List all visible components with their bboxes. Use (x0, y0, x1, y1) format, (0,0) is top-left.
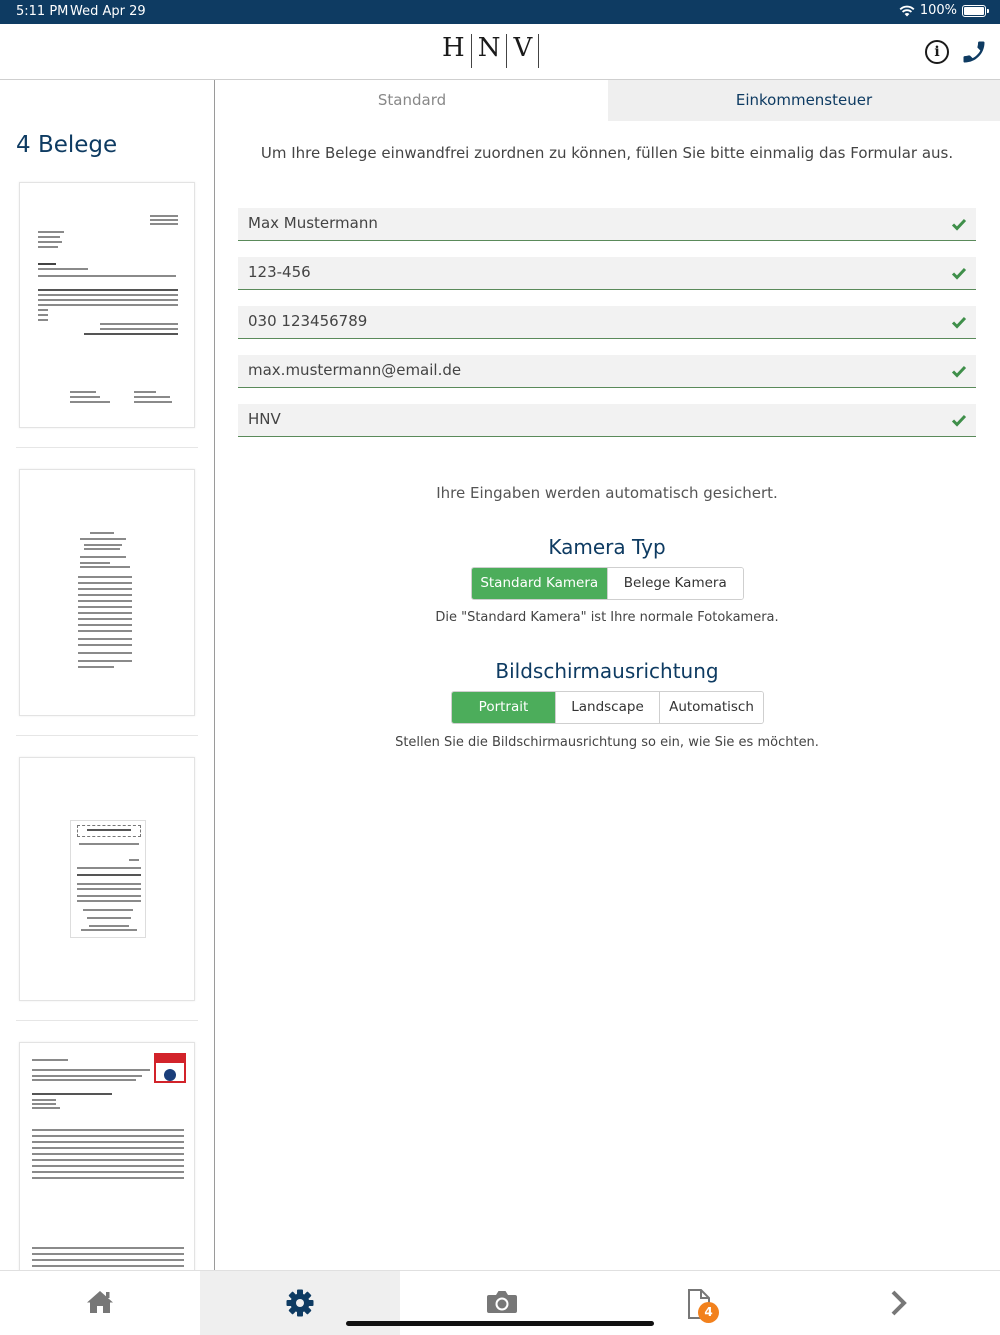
doc-text-line (38, 263, 56, 265)
logo-letter: N (477, 33, 501, 63)
doc-text-line (38, 231, 64, 233)
doc-text-line (150, 219, 178, 221)
doc-text-line (32, 1129, 184, 1131)
doc-text-line (38, 246, 58, 248)
status-bar (0, 0, 1000, 24)
doc-text-line (32, 1247, 184, 1249)
doc-text-line (78, 582, 132, 584)
doc-text-line (32, 1059, 68, 1061)
camera-icon (486, 1289, 518, 1315)
doc-text-line (32, 1253, 184, 1255)
doc-text-line (32, 1075, 142, 1077)
doc-text-line (32, 1159, 184, 1161)
orientation-option-portrait[interactable]: Portrait (452, 692, 556, 723)
beleg-divider (16, 735, 198, 736)
doc-text-line (78, 588, 132, 590)
camera-type-selector (471, 567, 744, 600)
doc-text-line (150, 215, 178, 217)
checkmark-icon (951, 216, 967, 232)
camera-option-standard[interactable]: Standard Kamera (472, 568, 608, 599)
document-count-badge: 4 (698, 1302, 719, 1323)
tab-standard[interactable]: Standard (216, 80, 608, 121)
doc-text-line (32, 1265, 184, 1267)
doc-text-line (78, 612, 132, 614)
checkmark-icon (951, 363, 967, 379)
doc-text-line (89, 925, 129, 927)
doc-text-line (134, 401, 172, 403)
doc-text-line (32, 1069, 150, 1071)
status-time: 5:11 PM (16, 4, 69, 19)
doc-text-line (80, 556, 126, 558)
checkmark-icon (951, 265, 967, 281)
bosch-logo-mark (164, 1069, 176, 1081)
doc-text-line (32, 1079, 136, 1081)
doc-text-line (77, 883, 141, 885)
doc-text-line (32, 1093, 112, 1095)
orientation-hint: Stellen Sie die Bildschirmausrichtung so ein, wie Sie es möchten. (395, 735, 819, 750)
doc-text-line (38, 314, 48, 316)
doc-text-line (77, 874, 141, 876)
doc-text-line (70, 391, 96, 393)
doc-text-line (38, 294, 178, 296)
name-field-value: Max Mustermann (248, 214, 378, 232)
logo-divider (538, 34, 539, 68)
belege-sidebar (0, 80, 215, 1270)
doc-text-line (38, 236, 60, 238)
doc-text-line (80, 562, 110, 564)
doc-text-line (78, 624, 132, 626)
doc-text-line (38, 299, 178, 301)
company-field-value: HNV (248, 410, 281, 428)
camera-option-belege[interactable]: Belege Kamera (608, 568, 744, 599)
receipt-paper (70, 820, 146, 938)
doc-text-line (78, 652, 132, 654)
doc-text-line (134, 391, 156, 393)
doc-text-line (38, 319, 48, 321)
doc-text-line (78, 630, 132, 632)
camera-type-title: Kamera Typ (548, 535, 666, 559)
doc-text-line (78, 660, 132, 662)
doc-text-line (78, 600, 132, 602)
doc-text-line (87, 917, 131, 919)
email-field-value: max.mustermann@email.de (248, 361, 462, 379)
orientation-option-automatisch[interactable]: Automatisch (660, 692, 763, 723)
beleg-thumbnail[interactable] (19, 182, 195, 428)
checkmark-icon (951, 412, 967, 428)
doc-text-line (78, 666, 114, 668)
number-field-value: 123-456 (248, 263, 311, 281)
logo-letter: H (442, 33, 465, 63)
orientation-option-landscape[interactable]: Landscape (556, 692, 660, 723)
doc-text-line (78, 576, 132, 578)
doc-text-line (100, 328, 178, 330)
hnv-logo (436, 32, 539, 68)
doc-text-line (78, 618, 132, 620)
battery-percent: 100% (919, 3, 957, 18)
doc-text-line (32, 1171, 184, 1173)
bosch-logo-bar (156, 1055, 184, 1063)
logo-letter: V (513, 33, 533, 63)
home-icon (86, 1289, 114, 1315)
chevron-right-icon (886, 1289, 912, 1317)
belege-count-title: 4 Belege (16, 132, 118, 158)
doc-text-line (134, 396, 170, 398)
status-right (899, 3, 986, 18)
battery-icon (962, 5, 986, 17)
doc-text-line (80, 566, 130, 568)
doc-text-line (32, 1153, 184, 1155)
doc-text-line (84, 333, 178, 335)
info-icon[interactable]: i (925, 40, 949, 64)
doc-text-line (129, 859, 139, 861)
orientation-selector (451, 691, 764, 724)
nav-next[interactable] (800, 1271, 1000, 1335)
doc-text-line (32, 1141, 184, 1143)
beleg-divider (16, 1020, 198, 1021)
company-field[interactable] (238, 404, 976, 437)
wifi-icon (899, 5, 915, 17)
doc-text-line (70, 396, 100, 398)
doc-text-line (78, 644, 132, 646)
doc-text-line (38, 304, 178, 306)
beleg-thumbnail[interactable] (19, 757, 195, 1001)
doc-text-line (77, 888, 141, 890)
app-header (0, 24, 1000, 80)
doc-text-line (79, 843, 139, 845)
phone-icon[interactable] (960, 38, 988, 66)
doc-text-line (77, 867, 141, 869)
doc-text-line (32, 1165, 184, 1167)
doc-text-line (32, 1147, 184, 1149)
doc-text-line (32, 1177, 184, 1179)
doc-text-line (32, 1099, 56, 1101)
doc-text-line (32, 1259, 184, 1261)
doc-text-line (150, 223, 178, 225)
gear-icon (286, 1289, 314, 1317)
bosch-logo (154, 1053, 186, 1083)
doc-text-line (32, 1103, 56, 1105)
phone-field[interactable] (238, 306, 976, 339)
tab-einkommensteuer[interactable]: Einkommensteuer (608, 80, 1000, 121)
phone-field-value: 030 123456789 (248, 312, 368, 330)
nav-home[interactable] (0, 1271, 200, 1335)
doc-text-line (100, 323, 178, 325)
autosave-notice: Ihre Eingaben werden automatisch gesichert. (436, 484, 778, 502)
doc-text-line (77, 900, 141, 902)
doc-text-line (77, 895, 141, 897)
doc-text-line (32, 1135, 184, 1137)
category-tabs (216, 80, 1000, 121)
doc-text-line (70, 401, 110, 403)
doc-text-line (38, 268, 88, 270)
checkmark-icon (951, 314, 967, 330)
name-field[interactable] (238, 208, 976, 241)
home-indicator[interactable] (346, 1321, 654, 1326)
beleg-divider (16, 447, 198, 448)
camera-type-hint: Die "Standard Kamera" ist Ihre normale Fotokamera. (435, 610, 779, 625)
email-field[interactable] (238, 355, 976, 388)
doc-text-line (84, 548, 120, 550)
form-intro-text: Um Ihre Belege einwandfrei zuordnen zu können, füllen Sie bitte einmalig das Formular aus. (260, 144, 954, 162)
doc-text-line (38, 275, 176, 277)
orientation-title: Bildschirmausrichtung (495, 659, 719, 683)
number-field[interactable] (238, 257, 976, 290)
doc-text-line (84, 544, 122, 546)
doc-text-line (83, 909, 133, 911)
beleg-thumbnail[interactable] (19, 469, 195, 716)
doc-text-line (38, 289, 178, 291)
doc-text-line (81, 929, 137, 931)
doc-text-line (32, 1107, 60, 1109)
doc-text-line (78, 594, 132, 596)
status-date: Wed Apr 29 (70, 4, 146, 19)
doc-text-line (78, 606, 132, 608)
beleg-thumbnail[interactable] (19, 1042, 195, 1270)
receipt-header-box (77, 825, 141, 837)
doc-text-line (87, 829, 131, 831)
doc-text-line (90, 532, 114, 534)
doc-text-line (38, 309, 48, 311)
doc-text-line (78, 638, 132, 640)
doc-text-line (80, 538, 126, 540)
doc-text-line (38, 241, 62, 243)
